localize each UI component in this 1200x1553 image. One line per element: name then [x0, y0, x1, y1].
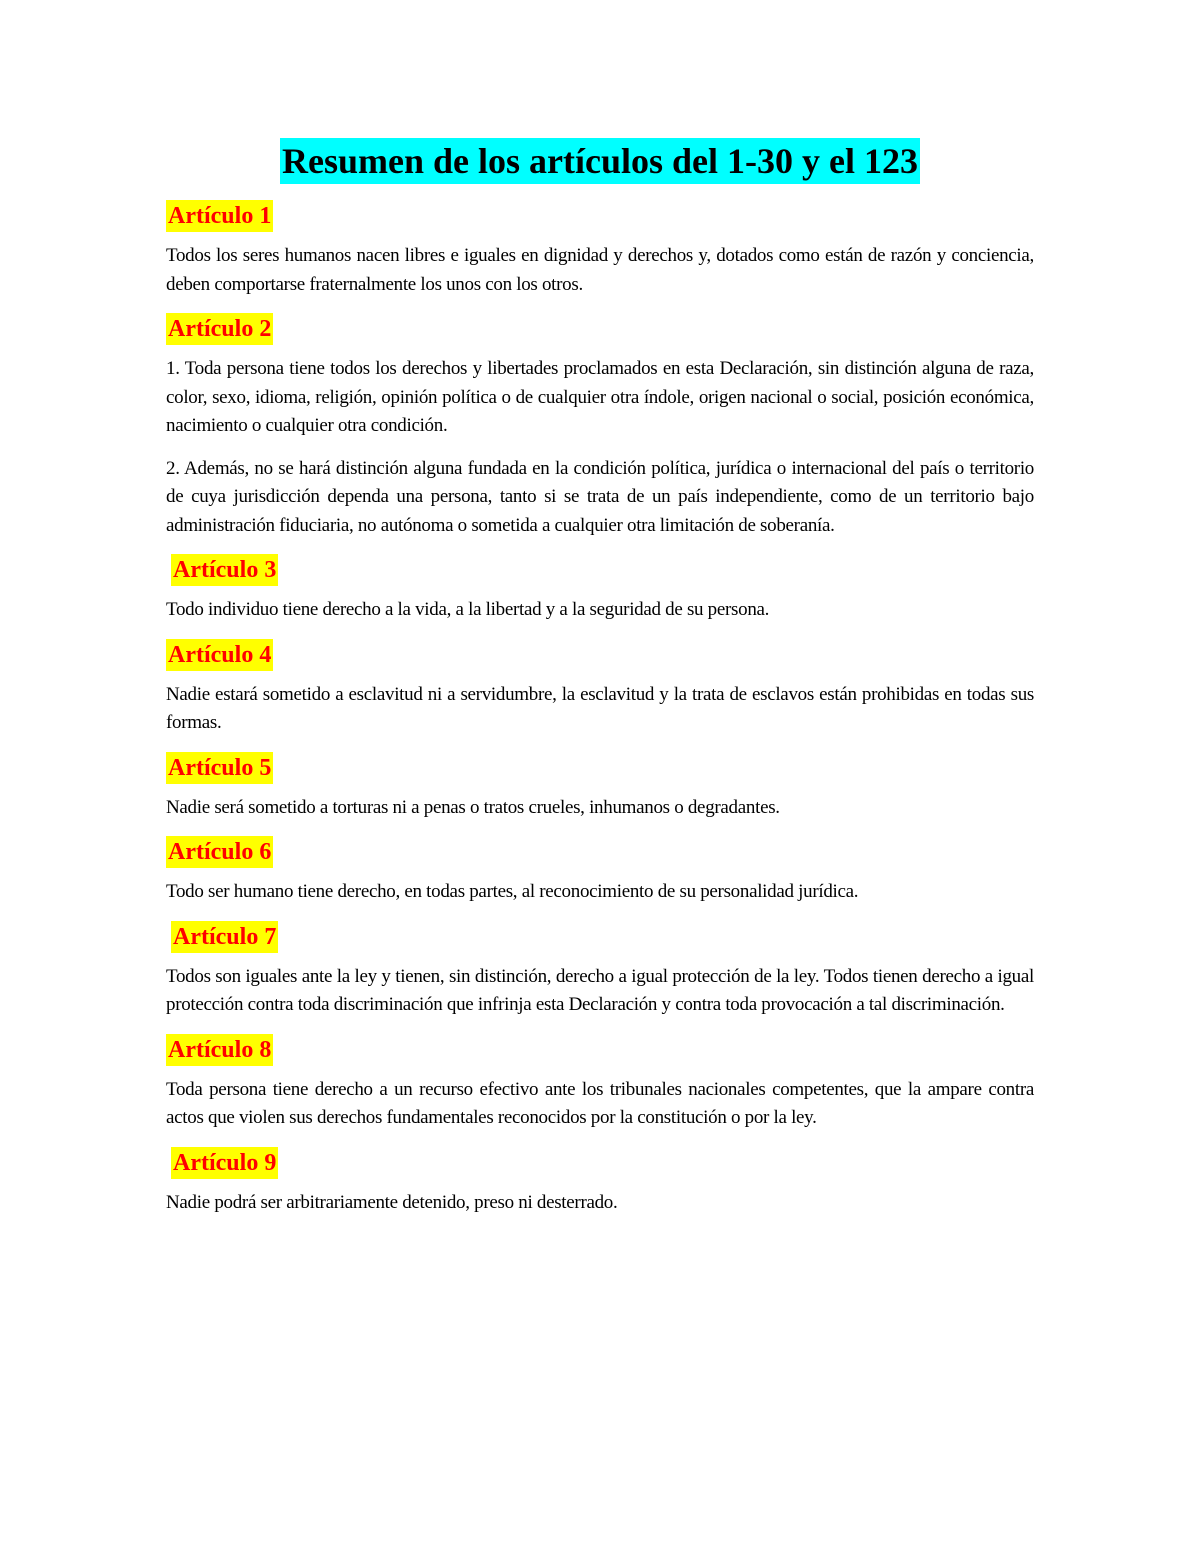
article-4-heading-row [166, 639, 1034, 671]
article-paragraph: Toda persona tiene derecho a un recurso efectivo ante los tribunales nacionales competentes, que la ampare contra actos que violen sus derechos fundamentales reconocidos por la constitución o por la ley. [166, 1078, 1034, 1128]
article-5-heading-row [166, 752, 1034, 784]
title-row [166, 138, 1034, 184]
article-paragraph: Nadie estará sometido a esclavitud ni a servidumbre, la esclavitud y la trata de esclavos están prohibidas en todas sus formas. [166, 683, 1034, 733]
article-1-heading-row [166, 200, 1034, 232]
article-heading: Artículo 5 [166, 752, 273, 784]
article-9-heading-row [166, 1147, 1034, 1179]
article-paragraph: Nadie será sometido a torturas ni a penas o tratos crueles, inhumanos o degradantes. [166, 796, 780, 818]
article-paragraph: Todo ser humano tiene derecho, en todas partes, al reconocimiento de su personalidad jurídica. [166, 881, 859, 902]
article-heading: Artículo 6 [166, 836, 273, 868]
article-heading: Artículo 3 [171, 554, 278, 586]
article-heading: Artículo 7 [171, 921, 278, 953]
article-heading: Artículo 1 [166, 200, 273, 232]
article-heading: Artículo 8 [166, 1034, 273, 1066]
article-paragraph: Nadie podrá ser arbitrariamente detenido, preso ni desterrado. [166, 1191, 618, 1213]
article-heading: Artículo 9 [171, 1147, 278, 1179]
article-paragraph: Todos son iguales ante la ley y tienen, sin distinción, derecho a igual protección de la ley. Todos tienen derecho a igual protección contra toda discriminación que infrinja esta Declaración y contra toda provocación a tal discriminación. [166, 965, 1034, 1015]
article-3-heading-row [166, 554, 1034, 586]
article-7-heading-row [166, 921, 1034, 953]
article-paragraph: 2. Además, no se hará distinción alguna fundada en la condición política, jurídica o internacional del país o territorio de cuya jurisdicción dependa una persona, tanto si se trata de un país independiente, como de un territorio bajo administración fiduciaria, no autónoma o sometida a cualquier otra limitación de soberanía. [166, 457, 1034, 536]
article-heading: Artículo 4 [166, 639, 273, 671]
article-8-heading-row [166, 1034, 1034, 1066]
article-6-heading-row [166, 836, 1034, 868]
article-2-heading-row [166, 313, 1034, 345]
article-heading: Artículo 2 [166, 313, 273, 345]
article-paragraph: Todos los seres humanos nacen libres e iguales en dignidad y derechos y, dotados como están de razón y conciencia, deben comportarse fraternalmente los unos con los otros. [166, 245, 1034, 295]
article-paragraph: Todo individuo tiene derecho a la vida, a la libertad y a la seguridad de su persona. [166, 599, 770, 620]
document-title: Resumen de los artículos del 1-30 y el 123 [280, 138, 920, 184]
article-paragraph: 1. Toda persona tiene todos los derechos y libertades proclamados en esta Declaración, sin distinción alguna de raza, color, sexo, idioma, religión, opinión política o de cualquier otra índole, origen nacional o social, posición económica, nacimiento o cualquier otra condición. [166, 358, 1034, 436]
